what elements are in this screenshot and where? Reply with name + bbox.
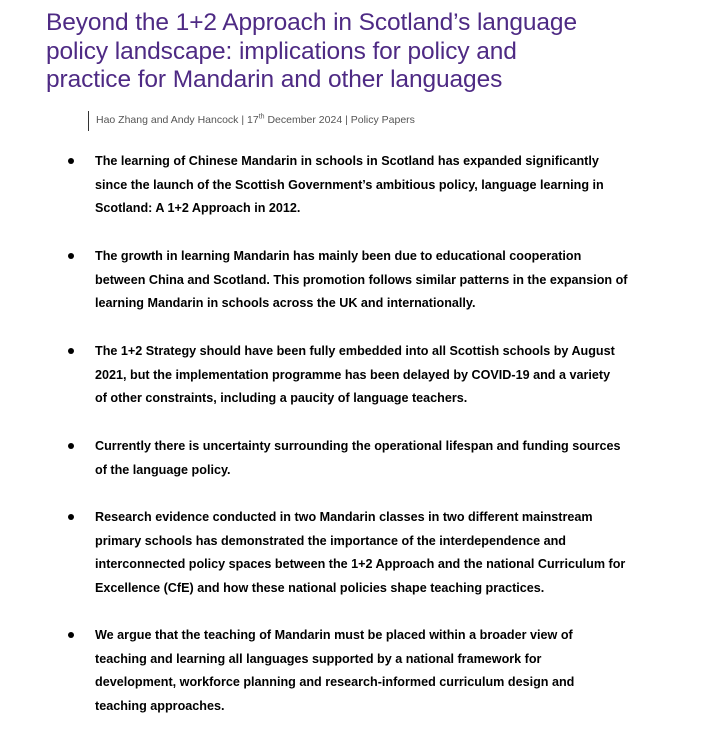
title-line: Beyond the 1+2 Approach in Scotland’s language xyxy=(46,9,577,36)
byline-category: Policy Papers xyxy=(350,114,415,126)
bullet-text xyxy=(95,245,665,316)
bullet-dot-icon xyxy=(68,158,74,164)
bullet-dot-icon xyxy=(68,514,74,520)
bullet-line: primary schools has demonstrated the importance of the interdependence and xyxy=(95,533,566,548)
bullet-dot-icon xyxy=(68,443,74,449)
bullet-line: since the launch of the Scottish Government’s ambitious policy, language learning in xyxy=(95,177,604,192)
byline-date-suffix: th xyxy=(258,113,265,121)
bullet-line: The growth in learning Mandarin has mainly been due to educational cooperation xyxy=(95,249,582,263)
bullet-line: between China and Scotland. This promotion follows similar patterns in the expansion of xyxy=(95,272,628,287)
title-line: policy landscape: implications for policy and xyxy=(46,37,517,65)
byline-date-rest: December 2024 xyxy=(264,114,343,126)
byline xyxy=(88,111,415,131)
bullet-dot-icon xyxy=(68,253,74,259)
bullet-line: We argue that the teaching of Mandarin must be placed within a broader view of xyxy=(95,628,573,642)
bullet-line: teaching and learning all languages supported by a national framework for xyxy=(95,651,542,666)
bullet-text xyxy=(95,150,665,221)
bullet-line: interconnected policy spaces between the 1+2 Approach and the national Curriculum for xyxy=(95,557,626,571)
bullet-line: teaching approaches. xyxy=(95,698,225,713)
bullet-text xyxy=(95,624,665,718)
byline-separator: | xyxy=(238,114,247,126)
byline-separator: | xyxy=(342,114,351,126)
page-title xyxy=(46,9,666,95)
bullet-line: of the language policy. xyxy=(95,462,231,477)
bullet-line: The 1+2 Strategy should have been fully embedded into all Scottish schools by August xyxy=(95,344,615,358)
bullet-line: Excellence (CfE) and how these national policies shape teaching practices. xyxy=(95,580,545,595)
title-line: practice for Mandarin and other languages xyxy=(46,66,503,93)
bullet-line: development, workforce planning and research-informed curriculum design and xyxy=(95,675,575,689)
bullet-line: Currently there is uncertainty surrounding the operational lifespan and funding sources xyxy=(95,439,621,453)
bullet-text xyxy=(95,340,665,411)
bullet-line: Research evidence conducted in two Mandarin classes in two different mainstream xyxy=(95,510,593,524)
byline-authors: Hao Zhang and Andy Hancock xyxy=(96,114,239,126)
bullet-dot-icon xyxy=(68,348,74,354)
bullet-dot-icon xyxy=(68,632,74,638)
bullet-text xyxy=(95,506,665,600)
byline-date-day: 17 xyxy=(247,114,259,126)
bullet-line: 2021, but the implementation programme has been delayed by COVID-19 and a variety xyxy=(95,367,611,382)
bullet-line: Scotland: A 1+2 Approach in 2012. xyxy=(95,201,301,215)
bullet-text xyxy=(95,435,665,482)
bullet-line: learning Mandarin in schools across the UK and internationally. xyxy=(95,296,476,310)
bullet-line: of other constraints, including a paucity of language teachers. xyxy=(95,391,468,405)
bullet-line: The learning of Chinese Mandarin in schools in Scotland has expanded significantly xyxy=(95,154,599,168)
